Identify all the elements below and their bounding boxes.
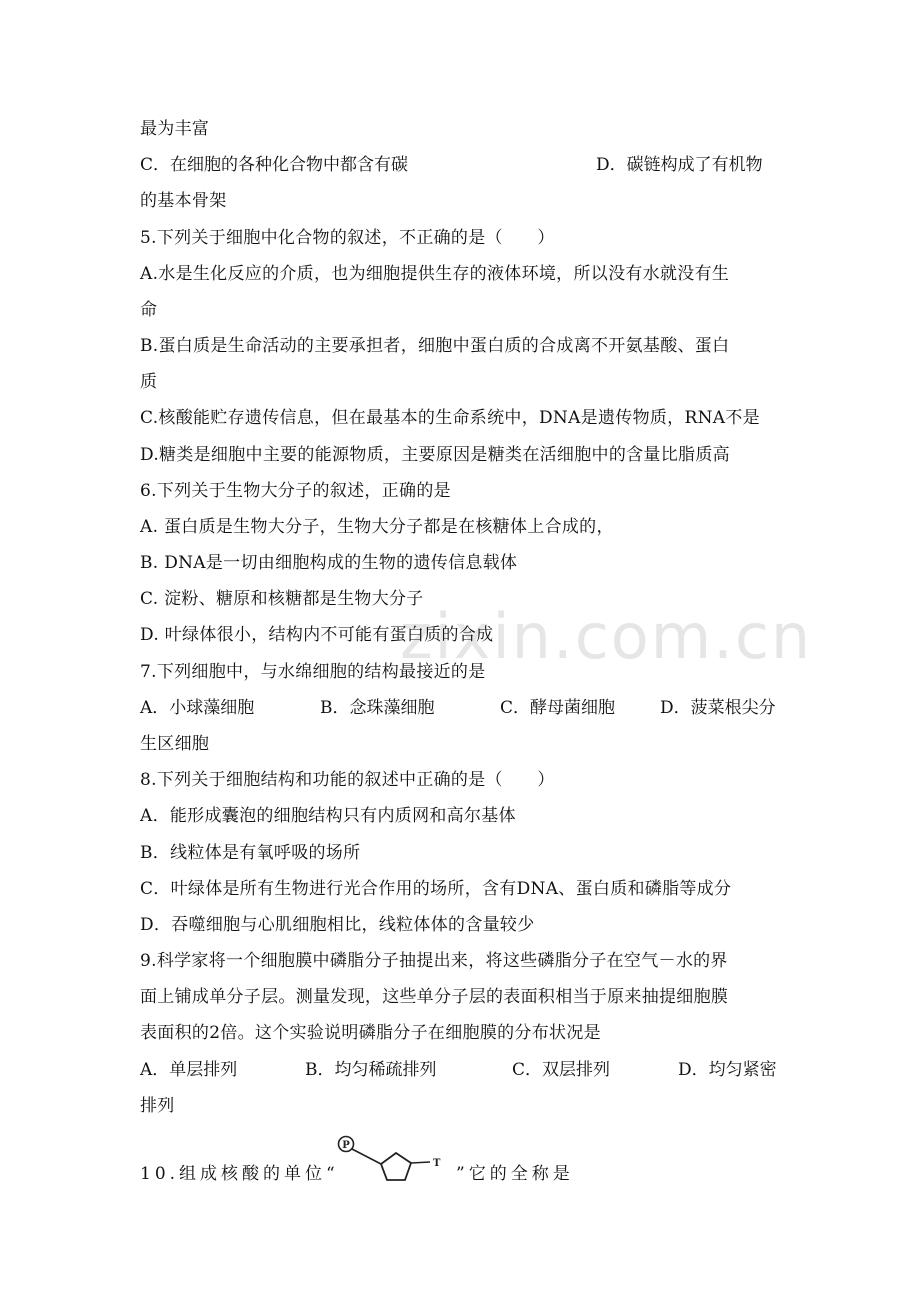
question-5-option-d: D.糖类是细胞中主要的能源物质，主要原因是糖类在活细胞中的含量比脂质高 [140, 445, 730, 465]
option-c: C．在细胞的各种化合物中都含有碳 [140, 155, 409, 175]
question-6-option-b: B. DNA是一切由细胞构成的生物的遗传信息载体 [140, 553, 518, 573]
question-9-option-c: C．双层排列 [512, 1060, 611, 1080]
question-7-option-c: C．酵母菌细胞 [500, 698, 616, 718]
question-7-option-d: D．菠菜根尖分 [660, 698, 776, 718]
question-6-option-c: C. 淀粉、糖原和核糖都是生物大分子 [140, 589, 424, 609]
text-line: 的基本骨架 [140, 191, 227, 211]
question-10-text-end: ”它的全称是 [456, 1164, 574, 1184]
option-d: D．碳链构成了有机物 [596, 155, 763, 175]
question-7-stem: 7.下列细胞中，与水绵细胞的结构最接近的是 [140, 662, 486, 682]
text-line: 命 [140, 300, 158, 320]
question-8-option-b: B．线粒体是有氧呼吸的场所 [140, 843, 361, 863]
question-7-option-b: B．念珠藻细胞 [320, 698, 435, 718]
nucleotide-structure-figure [333, 1134, 443, 1192]
question-6-stem: 6.下列关于生物大分子的叙述，正确的是 [140, 481, 451, 501]
watermark: zixin.com.cn [400, 600, 813, 673]
question-5-stem: 5.下列关于细胞中化合物的叙述，不正确的是（ ） [140, 228, 555, 248]
question-9-stem-continued: 面上铺成单分子层。测量发现，这些单分子层的表面积相当于原来抽提细胞膜 [140, 987, 729, 1007]
text-line: 最为丰富 [140, 119, 210, 139]
question-5-option-c: C.核酸能贮存遗传信息，但在最基本的生命系统中，DNA是遗传物质，RNA不是 [140, 408, 760, 428]
question-10-text-start: 10.组成核酸的单位“ [140, 1164, 339, 1184]
base-bond [411, 1162, 430, 1163]
phosphate-bond [352, 1149, 381, 1164]
question-6-option-d: D. 叶绿体很小，结构内不可能有蛋白质的合成 [140, 625, 494, 645]
text-line: 质 [140, 372, 158, 392]
question-9-option-a: A．单层排列 [140, 1060, 238, 1080]
question-9-option-b: B．均匀稀疏排列 [305, 1060, 437, 1080]
question-8-option-d: D．吞噬细胞与心肌细胞相比，线粒体体的含量较少 [140, 915, 535, 935]
pentose-ring [381, 1153, 411, 1180]
question-6-option-a: A. 蛋白质是生物大分子，生物大分子都是在核糖体上合成的， [140, 517, 614, 537]
question-9-stem: 9.科学家将一个细胞膜中磷脂分子抽提出来，将这些磷脂分子在空气－水的界 [140, 951, 728, 971]
text-line: 排列 [140, 1096, 175, 1116]
question-5-option-a: A.水是生化反应的介质，也为细胞提供生存的液体环境，所以没有水就没有生 [140, 264, 730, 284]
question-9-option-d: D．均匀紧密 [678, 1060, 777, 1080]
phosphate-label: P [342, 1140, 350, 1151]
question-8-option-c: C．叶绿体是所有生物进行光合作用的场所，含有DNA、蛋白质和磷脂等成分 [140, 879, 732, 899]
text-line: 生区细胞 [140, 734, 210, 754]
base-label: T [433, 1158, 441, 1169]
question-7-option-a: A．小球藻细胞 [140, 698, 255, 718]
question-8-option-a: A．能形成囊泡的细胞结构只有内质网和高尔基体 [140, 806, 516, 826]
question-5-option-b: B.蛋白质是生命活动的主要承担者，细胞中蛋白质的合成离不开氨基酸、蛋白 [140, 336, 730, 356]
question-8-stem: 8.下列关于细胞结构和功能的叙述中正确的是（ ） [140, 770, 555, 790]
question-9-stem-continued: 表面积的2倍。这个实验说明磷脂分子在细胞膜的分布状况是 [140, 1023, 601, 1043]
